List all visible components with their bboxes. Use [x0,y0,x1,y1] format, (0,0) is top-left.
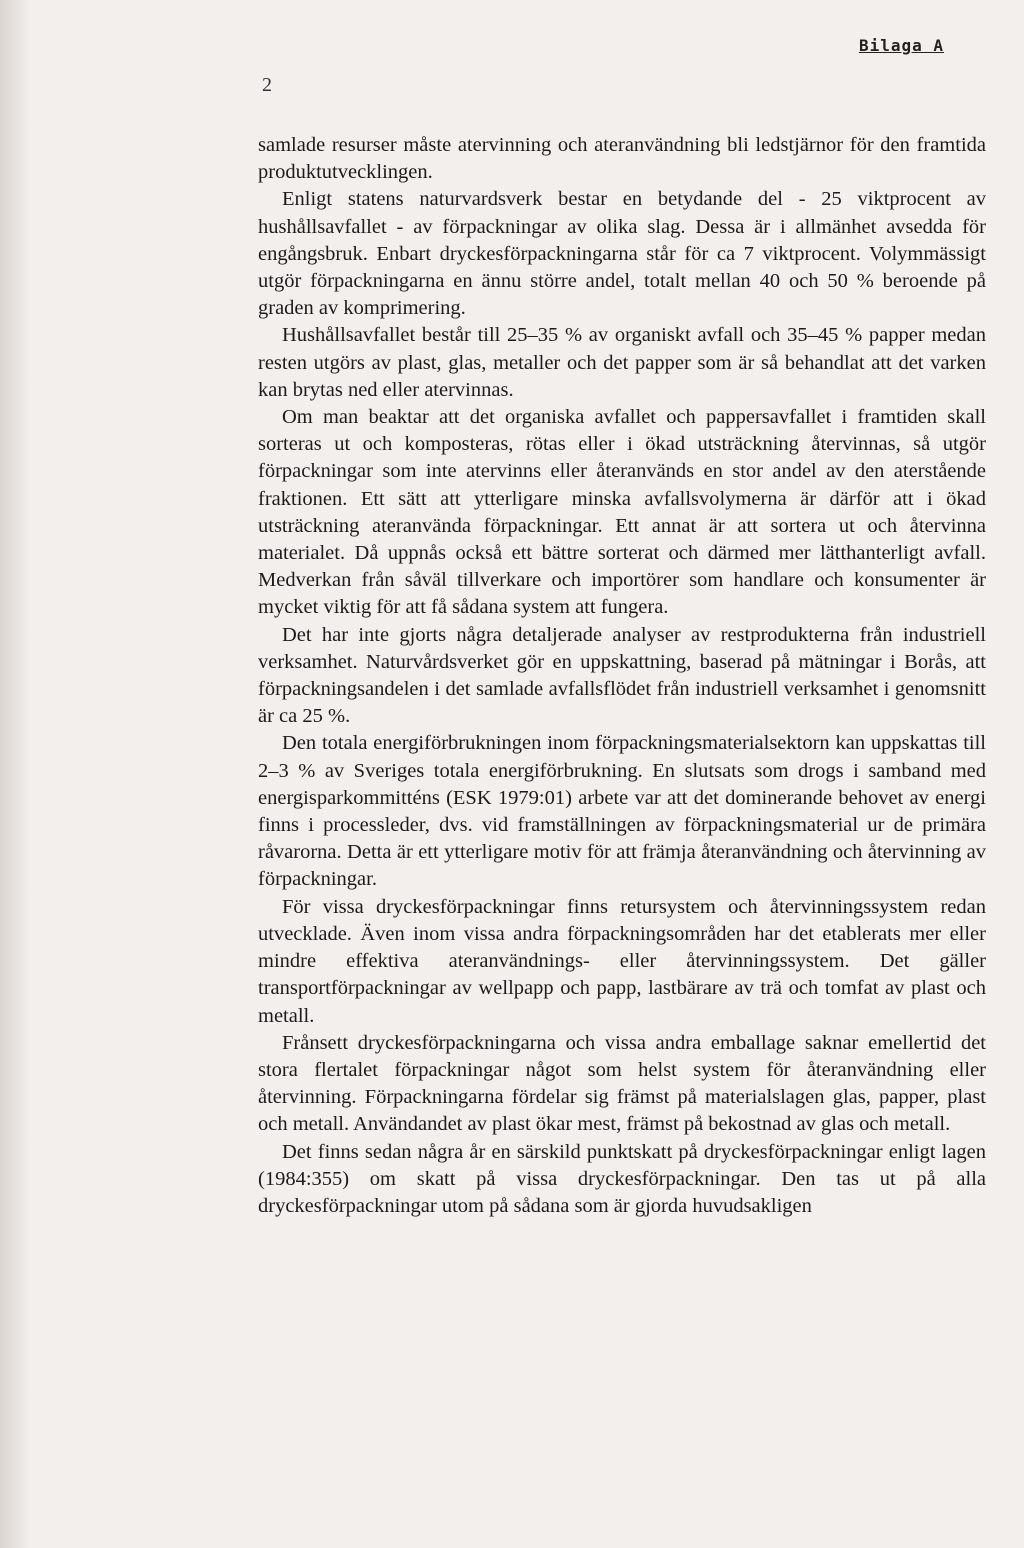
paragraph: Hushållsavfallet består till 25–35 % av organiskt avfall och 35–45 % papper medan resten utgörs av plast, glas, metaller och det papper som är så behandlat att det varken kan brytas ned eller atervinnas. [258,324,986,401]
paragraph: För vissa dryckesförpackningar finns retursystem och återvinningssystem redan utvecklade. Även inom vissa andra förpackningsområden har det etablerats mer eller mindre effektiva ateranvändnings- eller återvinningssystem. Det gäller transportförpackningar av wellpapp och papp, lastbärare av trä och tomfat av plast och metall. [258,895,986,1027]
paragraph: Det finns sedan några år en särskild punktskatt på dryckesförpackningar enligt lagen (1984:355) om skatt på vissa dryckesförpackningar. Den tas ut på alla dryckesförpackningar utom på sådana som är gjorda huvudsakligen [258,1140,986,1217]
page-number: 2 [262,74,272,96]
paragraph: Det har inte gjorts några detaljerade analyser av restprodukterna från industriell verksamhet. Naturvårdsverket gör en uppskattning, baserad på mätningar i Borås, att förpackningsandelen i det samlade avfallsflödet från industriell verksamhet i genomsnitt är ca 25 %. [258,623,986,728]
paragraph: Om man beaktar att det organiska avfallet och pappersavfallet i framtiden skall sorteras ut och komposteras, rötas eller i ökad utsträckning återvinnas, så utgör förpackningar som inte atervinns eller återanvänds en stor andel av den aterstående fraktionen. Ett sätt att ytterligare minska avfallsvolymerna är därför att i ökad utsträckning ateranvända förpackningar. Ett annat är att sortera ut och återvinna materialet. Då uppnås också ett bättre sorterat och därmed mer lätthanterligt avfall. Medverkan från såväl tillverkare och importörer som handlare och konsumenter är mycket viktig för att få sådana system att fungera. [258,406,986,619]
paragraph: Frånsett dryckesförpackningarna och vissa andra emballage saknar emellertid det stora flertalet förpackningar något som helst system för återanvändning eller återvinning. Förpackningarna fördelar sig främst på materialslagen glas, papper, plast och metall. Användandet av plast ökar mest, främst på bekostnad av glas och metall. [258,1031,986,1136]
body-text [258,132,986,1220]
appendix-label: Bilaga A [858,36,944,55]
paragraph: Den totala energiförbrukningen inom förpackningsmaterialsektorn kan uppskattas till 2–3 % av Sveriges totala energiförbrukning. En slutsats som drogs i samband med energisparkommitténs (ESK 1979:01) arbete var att det dominerande behovet av energi finns i processleder, dvs. vid framställningen av förpackningsmaterial ur de primära råvarorna. Detta är ett ytterligare motiv för att främja återanvändning och återvinning av förpackningar. [258,732,986,891]
paragraph: samlade resurser måste atervinning och ateranvändning bli ledstjärnor för den framtida produktutvecklingen. [258,134,986,184]
page-edge-shadow [0,0,30,1548]
paragraph: Enligt statens naturvardsverk bestar en betydande del - 25 viktprocent av hushållsavfallet - av förpackningar av olika slag. Dessa är i allmänhet avsedda för engångsbruk. Enbart dryckesförpackningarna står för ca 7 viktprocent. Volymmässigt utgör förpackningarna en ännu större andel, totalt mellan 40 och 50 % beroende på graden av komprimering. [258,188,986,320]
